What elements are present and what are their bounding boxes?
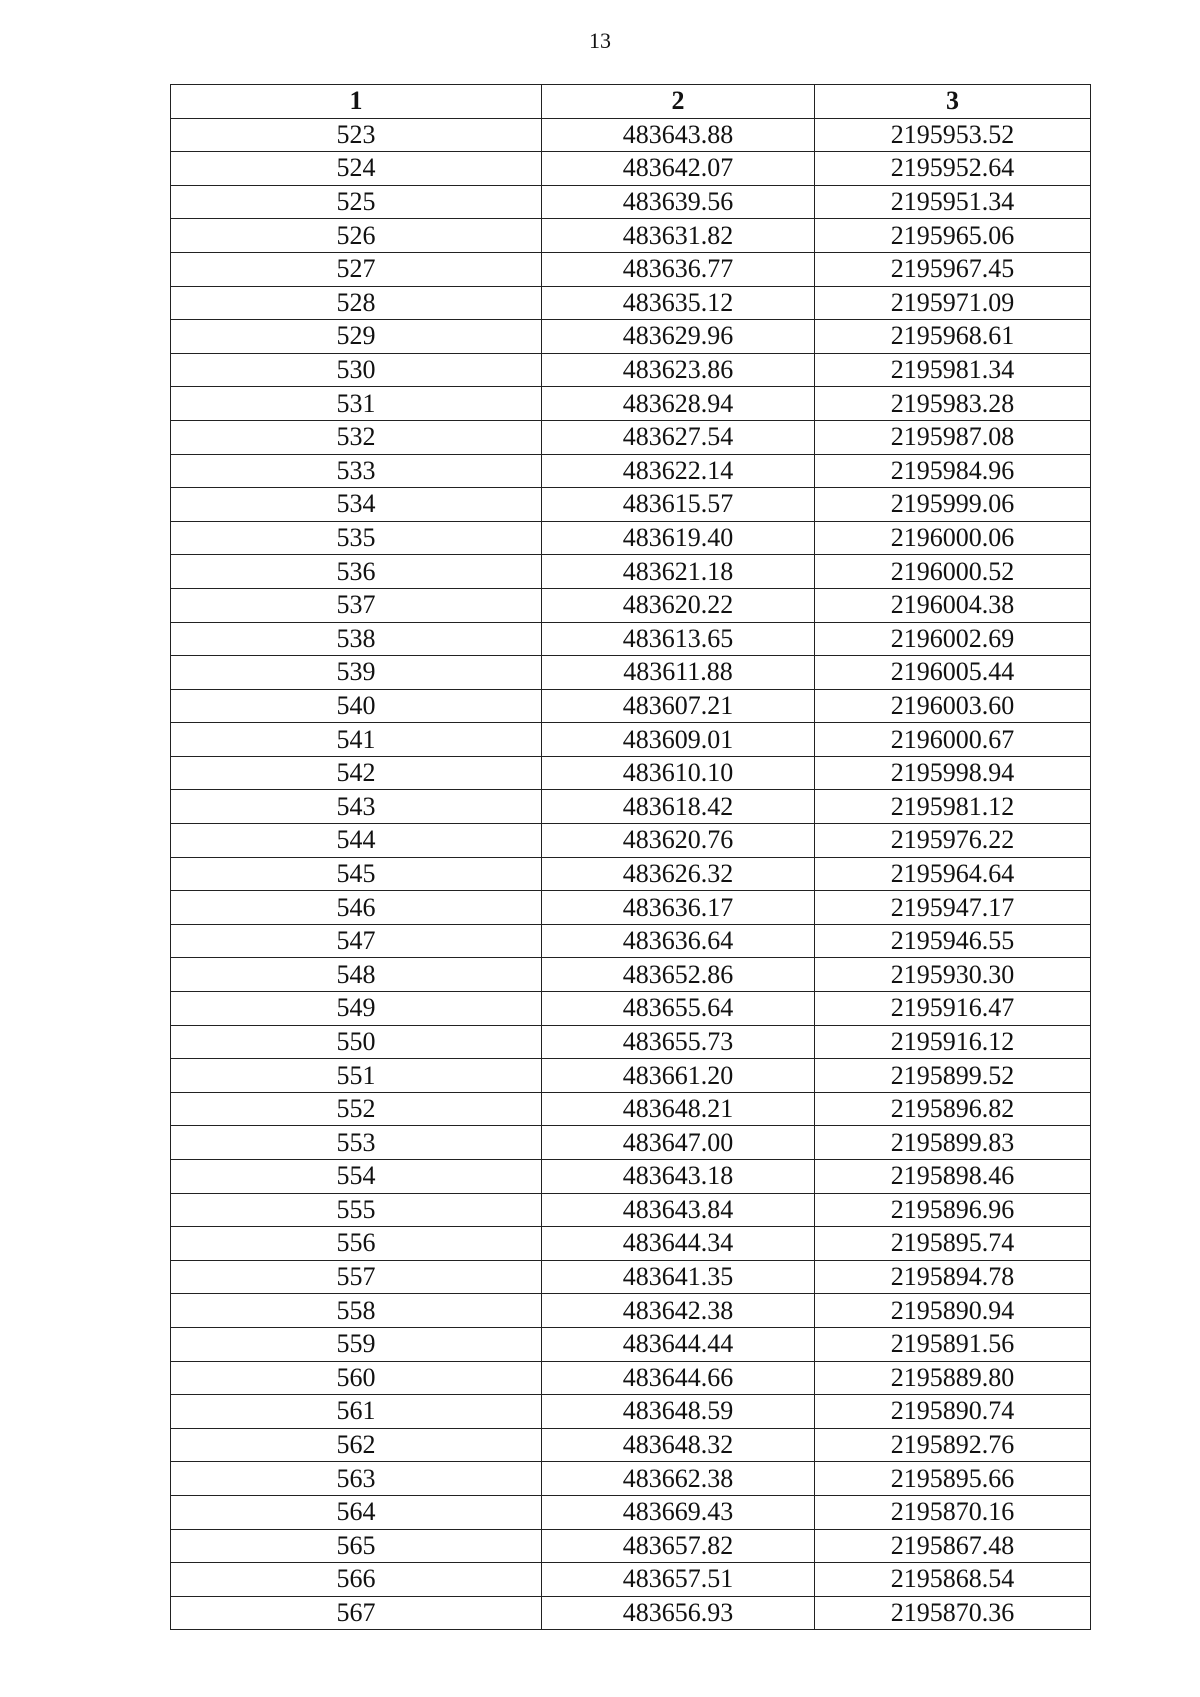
point-number-cell: 567 (171, 1596, 542, 1630)
table-row (171, 454, 1091, 488)
coordinate-y-cell: 2195951.34 (815, 185, 1091, 219)
table-row (171, 857, 1091, 891)
coordinate-y-cell: 2195916.47 (815, 992, 1091, 1026)
coordinate-y-cell: 2195984.96 (815, 454, 1091, 488)
point-number-cell: 527 (171, 252, 542, 286)
coordinate-x-cell: 483631.82 (542, 219, 815, 253)
coordinate-y-cell: 2195968.61 (815, 320, 1091, 354)
coordinate-x-cell: 483644.44 (542, 1327, 815, 1361)
point-number-cell: 566 (171, 1563, 542, 1597)
point-number-cell: 525 (171, 185, 542, 219)
coordinate-y-cell: 2195947.17 (815, 891, 1091, 925)
table-row (171, 353, 1091, 387)
coordinate-x-cell: 483657.51 (542, 1563, 815, 1597)
coordinate-y-cell: 2195894.78 (815, 1260, 1091, 1294)
coordinate-x-cell: 483643.18 (542, 1160, 815, 1194)
coordinate-y-cell: 2195899.83 (815, 1126, 1091, 1160)
table-row (171, 958, 1091, 992)
point-number-cell: 548 (171, 958, 542, 992)
table-row (171, 824, 1091, 858)
coordinate-y-cell: 2195987.08 (815, 420, 1091, 454)
point-number-cell: 540 (171, 689, 542, 723)
coordinate-x-cell: 483623.86 (542, 353, 815, 387)
point-number-cell: 538 (171, 622, 542, 656)
coordinate-y-cell: 2195964.64 (815, 857, 1091, 891)
coordinate-y-cell: 2195868.54 (815, 1563, 1091, 1597)
coordinate-x-cell: 483621.18 (542, 555, 815, 589)
table-row (171, 1025, 1091, 1059)
coordinate-y-cell: 2195895.66 (815, 1462, 1091, 1496)
coordinate-y-cell: 2195891.56 (815, 1327, 1091, 1361)
coordinate-y-cell: 2196000.67 (815, 723, 1091, 757)
point-number-cell: 554 (171, 1160, 542, 1194)
point-number-cell: 563 (171, 1462, 542, 1496)
point-number-cell: 531 (171, 387, 542, 421)
coordinate-x-cell: 483615.57 (542, 488, 815, 522)
table-row (171, 1059, 1091, 1093)
table-row (171, 1563, 1091, 1597)
table-row (171, 756, 1091, 790)
point-number-cell: 530 (171, 353, 542, 387)
coordinate-y-cell: 2195983.28 (815, 387, 1091, 421)
table-row (171, 790, 1091, 824)
point-number-cell: 553 (171, 1126, 542, 1160)
coordinate-y-cell: 2195916.12 (815, 1025, 1091, 1059)
coordinate-x-cell: 483652.86 (542, 958, 815, 992)
coordinate-y-cell: 2195952.64 (815, 152, 1091, 186)
table-row (171, 521, 1091, 555)
coordinate-x-cell: 483655.73 (542, 1025, 815, 1059)
coordinate-x-cell: 483661.20 (542, 1059, 815, 1093)
coordinate-x-cell: 483628.94 (542, 387, 815, 421)
coordinate-x-cell: 483647.00 (542, 1126, 815, 1160)
point-number-cell: 547 (171, 924, 542, 958)
point-number-cell: 526 (171, 219, 542, 253)
coordinate-x-cell: 483669.43 (542, 1495, 815, 1529)
table-row (171, 891, 1091, 925)
coordinates-table (170, 84, 1091, 1630)
coordinate-x-cell: 483627.54 (542, 420, 815, 454)
coordinate-y-cell: 2195946.55 (815, 924, 1091, 958)
coordinate-x-cell: 483611.88 (542, 656, 815, 690)
column-header-1: 1 (171, 85, 542, 119)
coordinate-x-cell: 483607.21 (542, 689, 815, 723)
table-row (171, 1160, 1091, 1194)
point-number-cell: 542 (171, 756, 542, 790)
table-row (171, 656, 1091, 690)
table-row (171, 1294, 1091, 1328)
coordinate-y-cell: 2195971.09 (815, 286, 1091, 320)
point-number-cell: 544 (171, 824, 542, 858)
table-row (171, 588, 1091, 622)
table-row (171, 1462, 1091, 1496)
table-row (171, 252, 1091, 286)
coordinate-y-cell: 2195981.12 (815, 790, 1091, 824)
coordinate-x-cell: 483610.10 (542, 756, 815, 790)
table-body (171, 118, 1091, 1630)
coordinate-y-cell: 2196004.38 (815, 588, 1091, 622)
coordinate-y-cell: 2195895.74 (815, 1227, 1091, 1261)
table-row (171, 1361, 1091, 1395)
table-row (171, 723, 1091, 757)
table-row (171, 1395, 1091, 1429)
coordinate-x-cell: 483636.77 (542, 252, 815, 286)
table-row (171, 286, 1091, 320)
column-header-3: 3 (815, 85, 1091, 119)
coordinate-y-cell: 2195890.94 (815, 1294, 1091, 1328)
coordinate-y-cell: 2195967.45 (815, 252, 1091, 286)
coordinate-y-cell: 2196005.44 (815, 656, 1091, 690)
point-number-cell: 549 (171, 992, 542, 1026)
coordinate-y-cell: 2195870.36 (815, 1596, 1091, 1630)
coordinate-x-cell: 483613.65 (542, 622, 815, 656)
coordinate-y-cell: 2196000.52 (815, 555, 1091, 589)
coordinate-y-cell: 2195981.34 (815, 353, 1091, 387)
coordinate-x-cell: 483648.59 (542, 1395, 815, 1429)
coordinate-x-cell: 483641.35 (542, 1260, 815, 1294)
coordinate-y-cell: 2195896.96 (815, 1193, 1091, 1227)
coordinate-x-cell: 483642.07 (542, 152, 815, 186)
point-number-cell: 545 (171, 857, 542, 891)
table-row (171, 1596, 1091, 1630)
coordinate-y-cell: 2195896.82 (815, 1092, 1091, 1126)
coordinate-x-cell: 483643.84 (542, 1193, 815, 1227)
coordinate-y-cell: 2195890.74 (815, 1395, 1091, 1429)
point-number-cell: 524 (171, 152, 542, 186)
table-row (171, 1126, 1091, 1160)
table-row (171, 219, 1091, 253)
coordinate-x-cell: 483643.88 (542, 118, 815, 152)
table-row (171, 387, 1091, 421)
table-row (171, 118, 1091, 152)
table-row (171, 924, 1091, 958)
table-row (171, 1227, 1091, 1261)
table-row (171, 1193, 1091, 1227)
coordinate-y-cell: 2195898.46 (815, 1160, 1091, 1194)
table-row (171, 1428, 1091, 1462)
coordinate-y-cell: 2195870.16 (815, 1495, 1091, 1529)
coordinate-y-cell: 2195999.06 (815, 488, 1091, 522)
table-row (171, 992, 1091, 1026)
coordinate-y-cell: 2195976.22 (815, 824, 1091, 858)
coordinate-y-cell: 2195899.52 (815, 1059, 1091, 1093)
table-row (171, 185, 1091, 219)
coordinate-x-cell: 483657.82 (542, 1529, 815, 1563)
page-number: 13 (589, 28, 611, 53)
coordinate-x-cell: 483636.64 (542, 924, 815, 958)
coordinate-y-cell: 2195998.94 (815, 756, 1091, 790)
coordinate-x-cell: 483620.76 (542, 824, 815, 858)
table-row (171, 1529, 1091, 1563)
point-number-cell: 555 (171, 1193, 542, 1227)
coordinate-y-cell: 2195930.30 (815, 958, 1091, 992)
table-row (171, 689, 1091, 723)
point-number-cell: 532 (171, 420, 542, 454)
coordinate-x-cell: 483620.22 (542, 588, 815, 622)
table-row (171, 152, 1091, 186)
coordinate-x-cell: 483644.34 (542, 1227, 815, 1261)
coordinate-x-cell: 483629.96 (542, 320, 815, 354)
coordinate-x-cell: 483622.14 (542, 454, 815, 488)
table-row (171, 488, 1091, 522)
point-number-cell: 539 (171, 656, 542, 690)
point-number-cell: 529 (171, 320, 542, 354)
coordinate-x-cell: 483609.01 (542, 723, 815, 757)
point-number-cell: 556 (171, 1227, 542, 1261)
coordinate-x-cell: 483644.66 (542, 1361, 815, 1395)
point-number-cell: 546 (171, 891, 542, 925)
coordinate-x-cell: 483656.93 (542, 1596, 815, 1630)
coordinate-y-cell: 2196002.69 (815, 622, 1091, 656)
table-row (171, 555, 1091, 589)
point-number-cell: 558 (171, 1294, 542, 1328)
point-number-cell: 565 (171, 1529, 542, 1563)
point-number-cell: 535 (171, 521, 542, 555)
coordinate-x-cell: 483642.38 (542, 1294, 815, 1328)
point-number-cell: 561 (171, 1395, 542, 1429)
point-number-cell: 528 (171, 286, 542, 320)
point-number-cell: 562 (171, 1428, 542, 1462)
table-row (171, 1092, 1091, 1126)
point-number-cell: 541 (171, 723, 542, 757)
coordinate-y-cell: 2195892.76 (815, 1428, 1091, 1462)
column-header-2: 2 (542, 85, 815, 119)
header-row (171, 85, 1091, 119)
point-number-cell: 552 (171, 1092, 542, 1126)
point-number-cell: 523 (171, 118, 542, 152)
point-number-cell: 557 (171, 1260, 542, 1294)
coordinate-x-cell: 483655.64 (542, 992, 815, 1026)
table-row (171, 622, 1091, 656)
coordinate-y-cell: 2196003.60 (815, 689, 1091, 723)
table-header (171, 85, 1091, 119)
point-number-cell: 560 (171, 1361, 542, 1395)
point-number-cell: 537 (171, 588, 542, 622)
coordinate-x-cell: 483648.21 (542, 1092, 815, 1126)
point-number-cell: 543 (171, 790, 542, 824)
table-row (171, 1260, 1091, 1294)
coordinate-y-cell: 2195889.80 (815, 1361, 1091, 1395)
point-number-cell: 533 (171, 454, 542, 488)
coordinate-x-cell: 483635.12 (542, 286, 815, 320)
coordinate-y-cell: 2195953.52 (815, 118, 1091, 152)
table-row (171, 420, 1091, 454)
coordinate-x-cell: 483626.32 (542, 857, 815, 891)
point-number-cell: 550 (171, 1025, 542, 1059)
coordinate-y-cell: 2195965.06 (815, 219, 1091, 253)
table-row (171, 320, 1091, 354)
point-number-cell: 551 (171, 1059, 542, 1093)
coordinate-x-cell: 483619.40 (542, 521, 815, 555)
table-row (171, 1327, 1091, 1361)
coordinate-x-cell: 483618.42 (542, 790, 815, 824)
coordinate-y-cell: 2195867.48 (815, 1529, 1091, 1563)
point-number-cell: 559 (171, 1327, 542, 1361)
point-number-cell: 536 (171, 555, 542, 589)
point-number-cell: 534 (171, 488, 542, 522)
coordinate-x-cell: 483648.32 (542, 1428, 815, 1462)
coordinate-x-cell: 483639.56 (542, 185, 815, 219)
coordinate-x-cell: 483636.17 (542, 891, 815, 925)
coordinate-x-cell: 483662.38 (542, 1462, 815, 1496)
coordinate-y-cell: 2196000.06 (815, 521, 1091, 555)
table-row (171, 1495, 1091, 1529)
point-number-cell: 564 (171, 1495, 542, 1529)
